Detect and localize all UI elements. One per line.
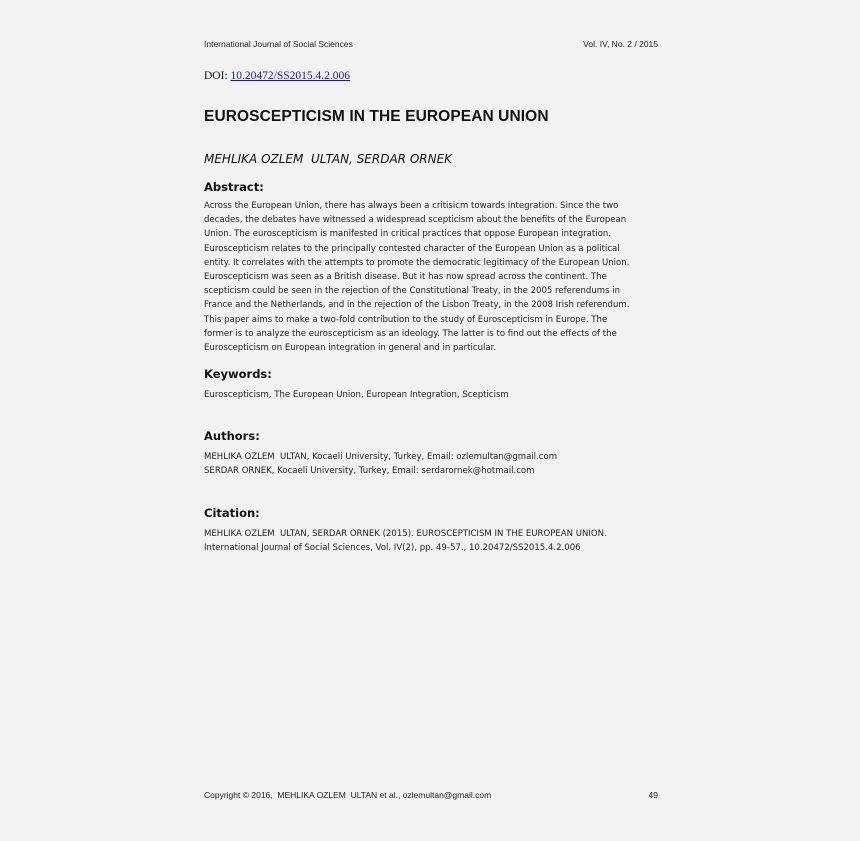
paper-title: EUROSCEPTICISM IN THE EUROPEAN UNION	[204, 108, 549, 125]
citation-line: International Journal of Social Sciences, Vol. IV(2), pp. 49-57., 10.20472/SS2015.4.2.006	[204, 543, 581, 553]
abstract-line: entity. It correlates with the attempts to promote the democratic legitimacy of the European Union.	[204, 257, 630, 268]
keywords-text: Euroscepticism, The European Union, European Integration, Scepticism	[204, 390, 509, 400]
abstract-line: former is to analyze the euroscepticism as an ideology. The latter is to find out the effects of the	[204, 328, 617, 339]
abstract-line: scepticism could be seen in the rejection of the Constitutional Treaty, in the 2005 referendums in	[204, 286, 621, 297]
doi-line	[204, 70, 350, 82]
abstract-heading: Abstract:	[204, 180, 264, 194]
author-entry: SERDAR ORNEK, Kocaeli University, Turkey, Email: serdarornek@hotmail.com	[204, 466, 535, 476]
running-header	[204, 39, 658, 53]
copyright-notice: Copyright © 2016, MEHLIKA OZLEM ULTAN et al., ozlemultan@gmail.com	[204, 790, 492, 800]
abstract-line: decades, the debates have witnessed a widespread scepticism about the benefits of the European	[204, 215, 627, 226]
abstract-line: Union. The euroscepticism is manifested in critical practices that oppose European integration.	[204, 229, 611, 240]
page-number: 49	[648, 790, 658, 800]
authors-heading: Authors:	[204, 429, 260, 443]
abstract-line: Euroscepticism relates to the principally contested character of the European Union as a political	[204, 243, 620, 254]
doi-link[interactable]: 10.20472/SS2015.4.2.006	[230, 70, 351, 82]
citation-line: MEHLIKA OZLEM ULTAN, SERDAR ORNEK (2015). EUROSCEPTICISM IN THE EUROPEAN UNION.	[204, 529, 607, 539]
doi-label: DOI:	[204, 70, 228, 82]
abstract-line: Euroscepticism was seen as a British disease. But it has now spread across the continent. The	[204, 271, 607, 282]
volume-info: Vol. IV, No. 2 / 2015	[583, 39, 658, 49]
journal-name: International Journal of Social Sciences	[204, 39, 353, 49]
abstract-line: Euroscepticism on European integration in general and in particular.	[204, 342, 497, 353]
keywords-heading: Keywords:	[204, 367, 272, 381]
author-names: MEHLIKA OZLEM ULTAN, SERDAR ORNEK	[204, 152, 453, 166]
abstract-line: Across the European Union, there has always been a critisicm towards integration. Since the two	[204, 201, 619, 211]
abstract-text	[204, 199, 656, 355]
page-footer	[204, 790, 658, 804]
citation-heading: Citation:	[204, 506, 260, 520]
abstract-line: This paper aims to make a two-fold contribution to the study of Euroscepticism in Europe. The	[204, 314, 608, 325]
author-entry: MEHLIKA OZLEM ULTAN, Kocaeli University, Turkey, Email: ozlemultan@gmail.com	[204, 452, 558, 462]
abstract-line: France and the Netherlands, and in the rejection of the Lisbon Treaty, in the 2008 Irish referendum.	[204, 300, 630, 311]
